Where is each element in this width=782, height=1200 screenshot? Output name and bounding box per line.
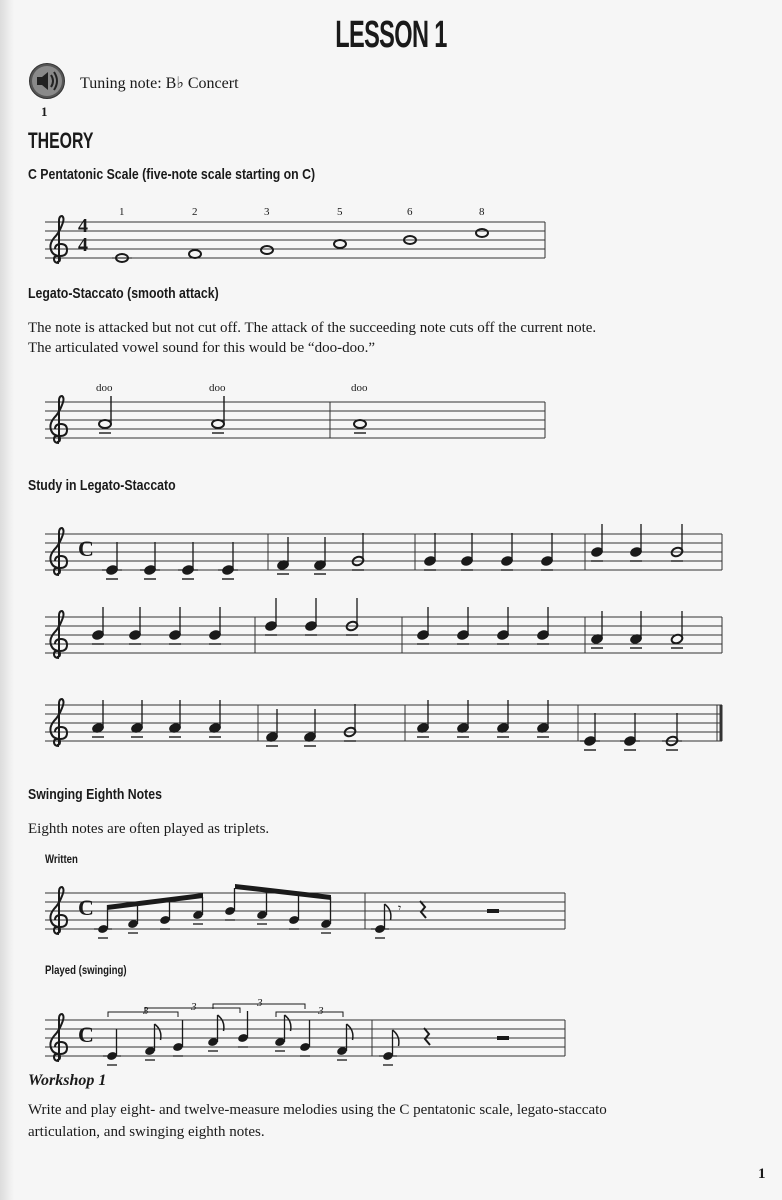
tuning-note-text: Tuning note: B♭ Concert — [80, 75, 239, 92]
pentatonic-staff — [45, 216, 545, 263]
triplet-mark: 3 — [257, 997, 263, 1009]
degree-label: 3 — [264, 206, 270, 218]
legato-text-line1: The note is attacked but not cut off. The attack of the succeeding note cuts off the current note. — [28, 320, 597, 336]
note — [416, 700, 429, 737]
degree-label: 8 — [479, 206, 485, 218]
common-time-symbol: C — [78, 1022, 94, 1047]
lesson-title: LESSON 1 — [335, 14, 447, 56]
time-signature-bottom: 4 — [78, 234, 88, 256]
track-number: 1 — [41, 104, 48, 119]
common-time-symbol: C — [78, 895, 94, 920]
note — [91, 700, 104, 737]
pentatonic-notes — [112, 229, 488, 262]
note — [265, 709, 278, 746]
degree-label: 1 — [119, 206, 125, 218]
triplet-mark: 3 — [318, 1005, 324, 1017]
study-staff-3 — [45, 705, 722, 741]
theory-heading: THEORY — [28, 128, 94, 153]
triplet-mark: 3 — [191, 1001, 197, 1013]
time-signature-top: 4 — [78, 215, 88, 237]
note — [208, 700, 221, 737]
study-heading: Study in Legato-Staccato — [28, 477, 176, 494]
legato-heading: Legato-Staccato (smooth attack) — [28, 285, 219, 302]
note — [303, 709, 316, 746]
swing-heading: Swinging Eighth Notes — [28, 786, 162, 803]
syllable-label: doo — [351, 382, 368, 394]
page-number: 1 — [758, 1166, 766, 1182]
workshop-text-line2: articulation, and swinging eighth notes. — [28, 1124, 265, 1140]
syllable-label: doo — [96, 382, 113, 394]
triplet-mark: 3 — [143, 1005, 149, 1017]
degree-label: 6 — [407, 206, 413, 218]
common-time-symbol: C — [78, 536, 94, 561]
legato-staff — [45, 396, 545, 443]
workshop-title: Workshop 1 — [28, 1072, 107, 1089]
written-label: Written — [45, 852, 78, 866]
study-notes — [91, 524, 683, 750]
note — [168, 700, 181, 737]
workshop-text-line1: Write and play eight- and twelve-measure melodies using the C pentatonic scale, legato-staccato — [28, 1102, 607, 1118]
syllable-label: doo — [209, 382, 226, 394]
study-staff-2 — [45, 617, 722, 653]
degree-label: 5 — [337, 206, 343, 218]
note — [130, 700, 143, 737]
legato-text-line2: The articulated vowel sound for this would be “doo-doo.” — [28, 340, 375, 356]
swing-text: Eighth notes are often played as triplets. — [28, 821, 270, 837]
played-label: Played (swinging) — [45, 963, 127, 977]
note — [536, 700, 549, 737]
svg-text:𝄾: 𝄾 — [398, 901, 402, 915]
note — [456, 700, 469, 737]
study-staff-1 — [45, 534, 722, 570]
note — [496, 700, 509, 737]
pentatonic-heading: C Pentatonic Scale (five-note scale starting on C) — [28, 166, 316, 183]
degree-label: 2 — [192, 206, 198, 218]
